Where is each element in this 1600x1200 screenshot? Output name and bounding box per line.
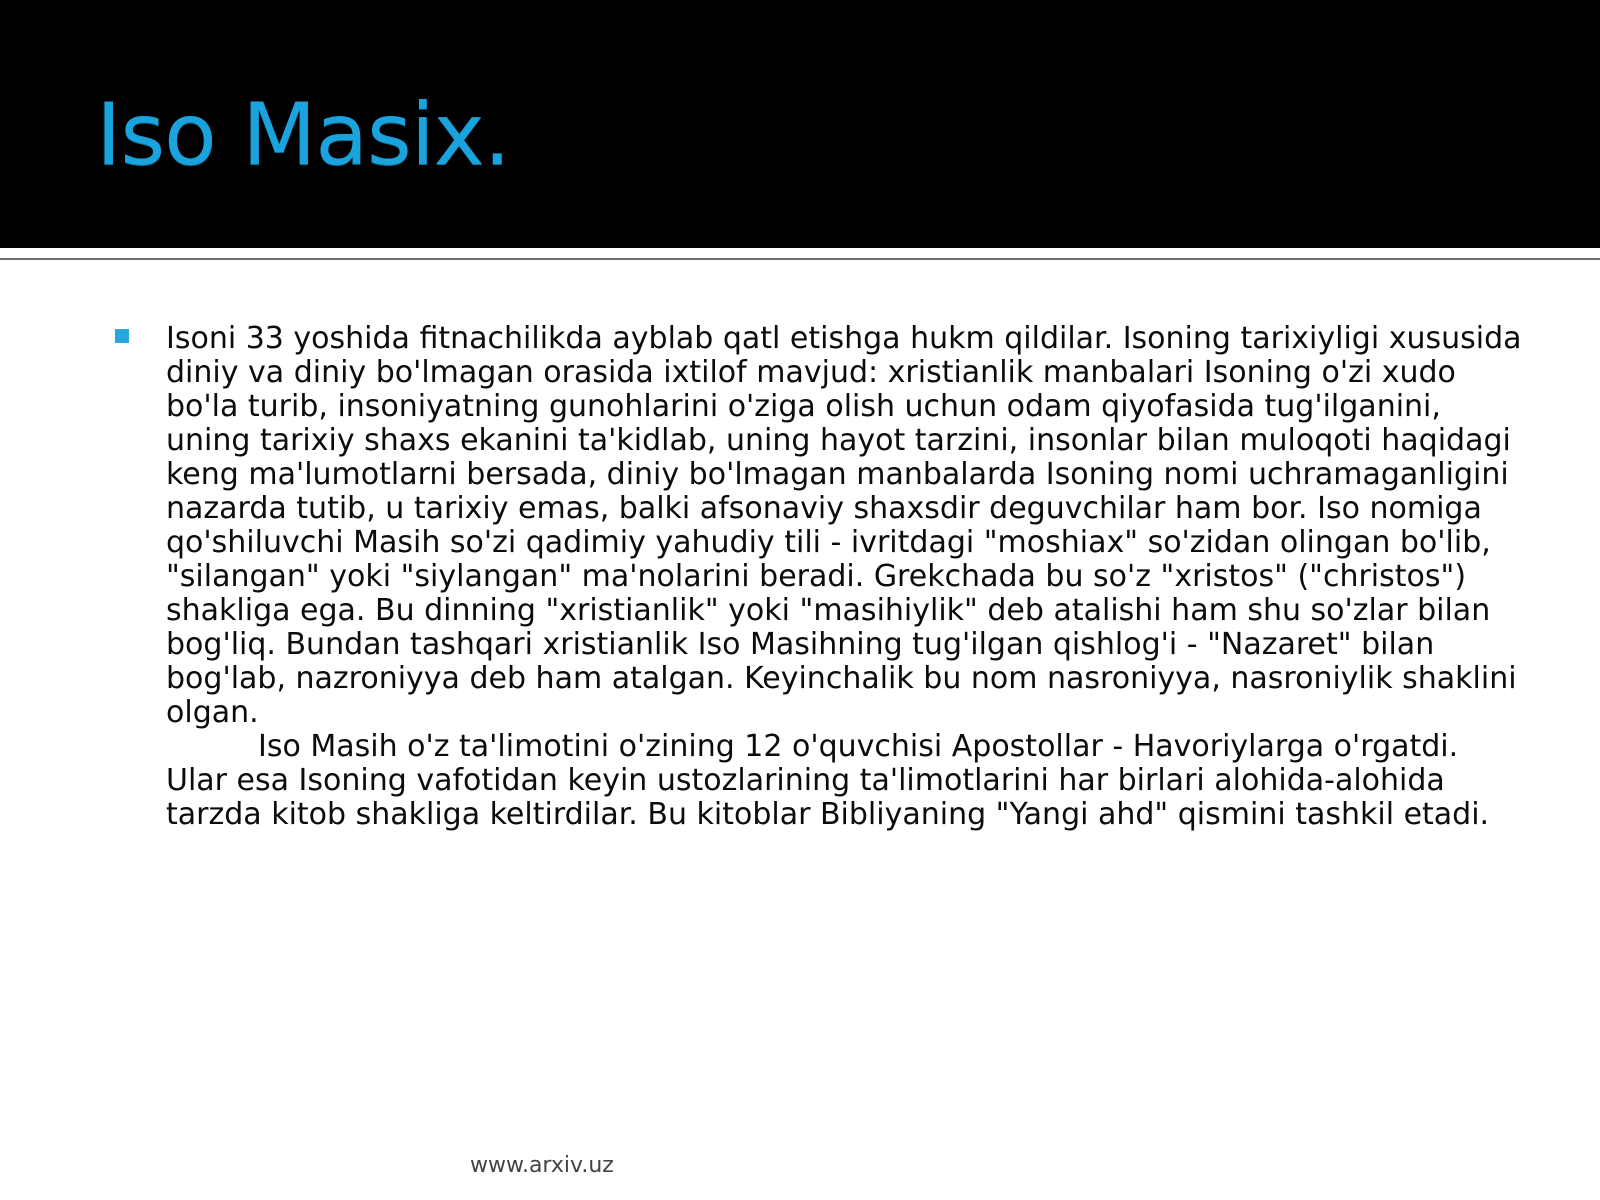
- slide-body: [166, 322, 1526, 832]
- slide-title: Iso Masix.: [96, 85, 510, 185]
- square-bullet-icon: [115, 329, 129, 343]
- body-paragraph-1: Isoni 33 yoshida fitnachilikda ayblab qatl etishga hukm qildilar. Isoning tarixiyligi xususida diniy va diniy bo'lmagan orasida ixtilof mavjud: xristianlik manbalari Isoning o'zi xudo bo'la turib, insoniyatning gunohlarini o'ziga olish uchun odam qiyofasida tug'ilganini, uning tarixiy shaxs ekanini ta'kidlab, uning hayot tarzini, insonlar bilan muloqoti haqidagi keng ma'lumotlarni bersada, diniy bo'lmagan manbalarda Isoning nomi uchramaganligini nazarda tutib, u tarixiy emas, balki afsonaviy shaxsdir deguvchilar ham bor. Iso nomiga qo'shiluvchi Masih so'zi qadimiy yahudiy tili - ivritdagi "moshiax" so'zidan olingan bo'lib, "silangan" yoki "siylangan" ma'nolarini beradi. Grekchada bu so'z "xristos" ("christos") shakliga ega. Bu dinning "xristianlik" yoki "masihiylik" deb atalishi ham shu so'zlar bilan bog'liq. Bundan tashqari xristianlik Iso Masihning tug'ilgan qishlog'i - "Nazaret" bilan bog'lab, nazroniyya deb ham atalgan. Keyinchalik bu nom nasroniyya, nasroniylik shaklini olgan.: [166, 321, 1522, 730]
- body-paragraph-2: Iso Masih o'z ta'limotini o'zining 12 o'quvchisi Apostollar - Havoriylarga o'rgatdi. Ular esa Isoning vafotidan keyin ustozlarining ta'limotlarini har birlari alohida-alohida tarzda kitob shakliga keltirdilar. Bu kitoblar Bibliyaning "Yangi ahd" qismini tashkil etadi.: [166, 729, 1490, 832]
- footer-website[interactable]: www.arxiv.uz: [470, 1153, 614, 1178]
- header-divider: [0, 258, 1600, 260]
